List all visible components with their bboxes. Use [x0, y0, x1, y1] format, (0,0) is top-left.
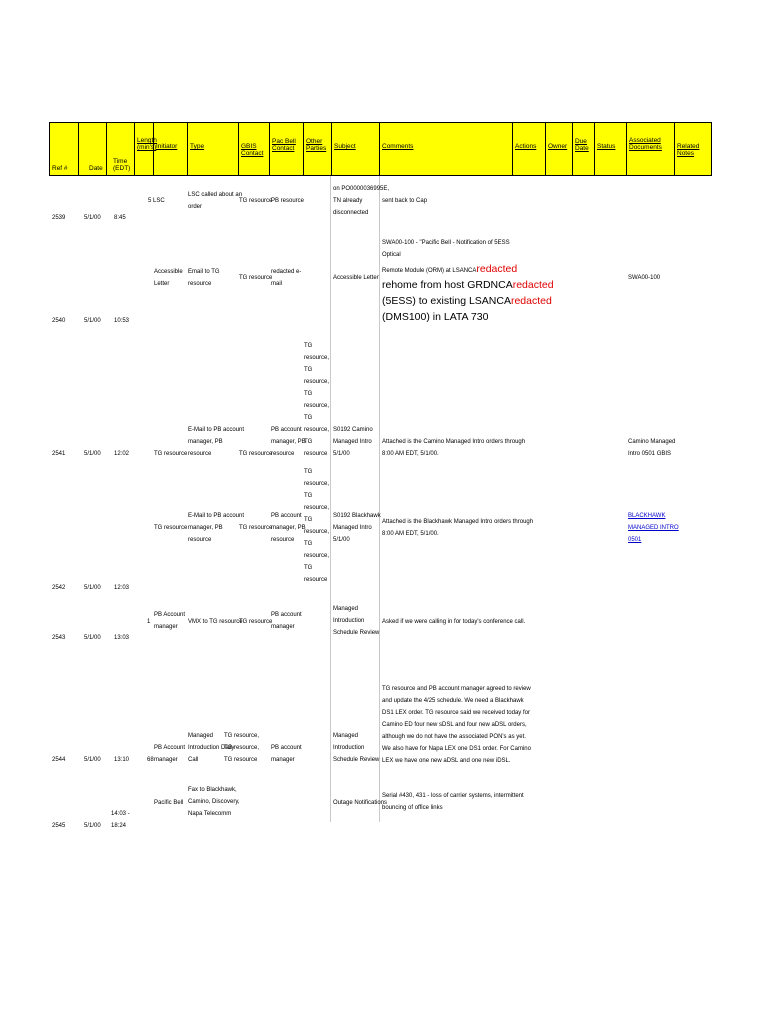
gbis-cell: TG resource [239, 275, 273, 281]
col-gbis [239, 123, 270, 175]
date-cell: 5/1/00 [84, 823, 101, 829]
subject-cell: S0192 Blackhawk Managed Intro 5/1/00 [333, 513, 381, 543]
col-type-label: Type [190, 143, 205, 150]
time-cell: 14:03 - 18:24 [111, 811, 130, 829]
pacbell-cell: PB resource [271, 198, 305, 204]
gbis-cell: TG resource [239, 198, 273, 204]
time-cell: 12:02 [114, 451, 130, 457]
comments-big3: (DMS100) in LATA 730 [382, 311, 489, 323]
col-owner [546, 123, 573, 175]
col-date-label: Date [89, 165, 103, 172]
redacted-mark: redacted [476, 263, 518, 275]
gbis-cell: TG resource, TG resource, TG resource [224, 733, 260, 763]
time-cell: 13:03 [114, 635, 130, 641]
type-cell: VMX to TG resource [188, 619, 243, 625]
comments-cell [382, 237, 554, 325]
pacbell-cell: PB account manager [271, 612, 302, 630]
col-subject [332, 123, 380, 175]
initiator-cell: PB Account manager [154, 745, 186, 763]
other-cell: TG resource, TG resource, TG resource, TG resource, TG resource [304, 469, 330, 583]
time-cell: 10:53 [114, 318, 130, 324]
comments-cell: Attached is the Camino Managed Intro orders through 8:00 AM EDT, 5/1/00. [382, 439, 526, 457]
gbis-cell: TG resource [239, 525, 273, 531]
col-type [188, 123, 239, 175]
ref-cell: 2541 [52, 451, 66, 457]
col-time [107, 123, 135, 175]
subject-cell: Outage Notifications [333, 800, 388, 806]
col-initiator-label: Initiator [156, 143, 178, 150]
subject-cell: Managed Introduction Schedule Review [333, 606, 380, 636]
subject-cell: Managed Introduction Schedule Review [333, 733, 380, 763]
col-pacbell-label: Pac Bell Contact [272, 138, 296, 152]
col-ref [50, 123, 79, 175]
ref-cell: 2545 [52, 823, 66, 829]
gbis-cell: TG resource [239, 451, 273, 457]
length-cell: 68 [147, 757, 154, 763]
ref-cell: 2540 [52, 318, 66, 324]
time-cell: 13:10 [114, 757, 130, 763]
col-owner-label: Owner [548, 143, 568, 150]
assoc-cell: Camino Managed Intro 0501 GBIS [628, 439, 676, 457]
col-other-label: Other Parties [306, 138, 327, 152]
grid-line [379, 176, 380, 822]
length-cell: 1 [147, 619, 151, 625]
col-length-label: Length (min's) [137, 137, 157, 151]
col-status [595, 123, 627, 175]
type-cell: Fax to Blackhawk, Camino, Discovery, Napa Telecomm [188, 787, 240, 817]
comments-small: SWA00-100 - "Pacific Bell - Notification of 5ESS Optical Remote Module (ORM) at LSANCA [382, 240, 510, 274]
comments-large-line [382, 277, 554, 293]
initiator-cell: TG resource [154, 525, 188, 531]
pacbell-cell: redacted e- mail [271, 269, 302, 287]
col-initiator [154, 123, 188, 175]
initiator-cell: PB Account manager [154, 612, 186, 630]
col-assoc [627, 123, 675, 175]
col-pacbell [270, 123, 304, 175]
initiator-cell: TG resource [154, 451, 188, 457]
subject-cell: S0192 Camino Managed Intro 5/1/00 [333, 427, 373, 457]
col-time-label: Time (EDT) [113, 158, 131, 172]
type-cell: E-Mail to PB account manager, PB resource [188, 427, 245, 457]
col-length [135, 123, 157, 175]
date-cell: 5/1/00 [84, 215, 101, 221]
redacted-mark: redacted [510, 295, 552, 307]
comments-cell: Asked if we were calling in for today's conference call. [382, 619, 526, 625]
col-related-label: Related Notes [677, 143, 700, 157]
comments-text [382, 237, 522, 277]
type-cell: E-Mail to PB account manager, PB resource [188, 513, 245, 543]
assoc-link[interactable]: BLACKHAWK MANAGED INTRO 0501 [628, 513, 679, 543]
ref-cell: 2542 [52, 585, 66, 591]
time-cell: 8:45 [114, 215, 126, 221]
col-actions-label: Actions [515, 143, 537, 150]
col-date [79, 123, 107, 175]
col-ref-label: Ref # [52, 165, 68, 172]
col-comments-label: Comments [382, 143, 414, 150]
col-actions [513, 123, 546, 175]
ref-cell: 2543 [52, 635, 66, 641]
initiator-cell: 5 LSC [148, 198, 165, 204]
col-assoc-label: Associated Documents [629, 137, 662, 151]
col-status-label: Status [597, 143, 616, 150]
comments-cell: TG resource and PB account manager agreed to review and update the 4/25 schedule. We need a Blackhawk DS1 LEX order. TG resource said we received today for Camino ED four new sDSL and four new aDSL orders, although we do not have the associated PON's as yet. We also have for Napa LEX one DS1 order. For Camino LEX we have one new aDSL and one new iDSL. [382, 686, 531, 764]
col-due-label: Due Date [575, 138, 589, 152]
date-cell: 5/1/00 [84, 585, 101, 591]
type-cell: Managed Introduction Daily Call [188, 733, 235, 763]
table-header [49, 122, 712, 176]
date-cell: 5/1/00 [84, 635, 101, 641]
gbis-cell: TG resource [239, 619, 273, 625]
comments-big2: (5ESS) to existing LSANCA [382, 295, 511, 307]
subject-cell: Accessible Letter [333, 275, 379, 281]
pacbell-cell: PB account manager, PB resource [271, 427, 306, 457]
comments-cell: Attached is the Blackhawk Managed Intro orders through 8:00 AM EDT, 5/1/00. [382, 519, 534, 537]
redacted-mark: redacted [512, 279, 554, 291]
pacbell-cell: PB account manager, PB resource [271, 513, 306, 543]
comments-large-line [382, 293, 552, 309]
type-cell: Email to TG resource [188, 269, 220, 287]
grid-line [330, 176, 331, 822]
comments-big1: rehome from host GRDNCA [382, 279, 513, 291]
date-cell: 5/1/00 [84, 318, 101, 324]
col-other [304, 123, 332, 175]
assoc-cell: SWA00-100 [628, 275, 661, 281]
col-gbis-label: GBIS Contact [241, 143, 264, 157]
ref-cell: 2544 [52, 757, 66, 763]
col-related [675, 123, 713, 175]
type-cell: LSC called about an order [188, 192, 243, 210]
initiator-cell: Accessible Letter [154, 269, 183, 287]
subject-cell: on PO0000036995E, TN already disconnected [333, 186, 390, 216]
comments-cell: Serial #430, 431 - loss of carrier systems, intermittent bouncing of office links [382, 793, 524, 811]
date-cell: 5/1/00 [84, 757, 101, 763]
col-comments [380, 123, 513, 175]
col-due [573, 123, 595, 175]
initiator-cell: Pacific Bell [154, 800, 184, 806]
pacbell-cell: PB account manager [271, 745, 302, 763]
other-cell: TG resource, TG resource, TG resource, TG resource, TG resource [304, 343, 330, 457]
time-cell: 12:03 [114, 585, 130, 591]
comments-cell: sent back to Cap [382, 198, 428, 204]
ref-cell: 2539 [52, 215, 66, 221]
col-subject-label: Subject [334, 143, 356, 150]
date-cell: 5/1/00 [84, 451, 101, 457]
